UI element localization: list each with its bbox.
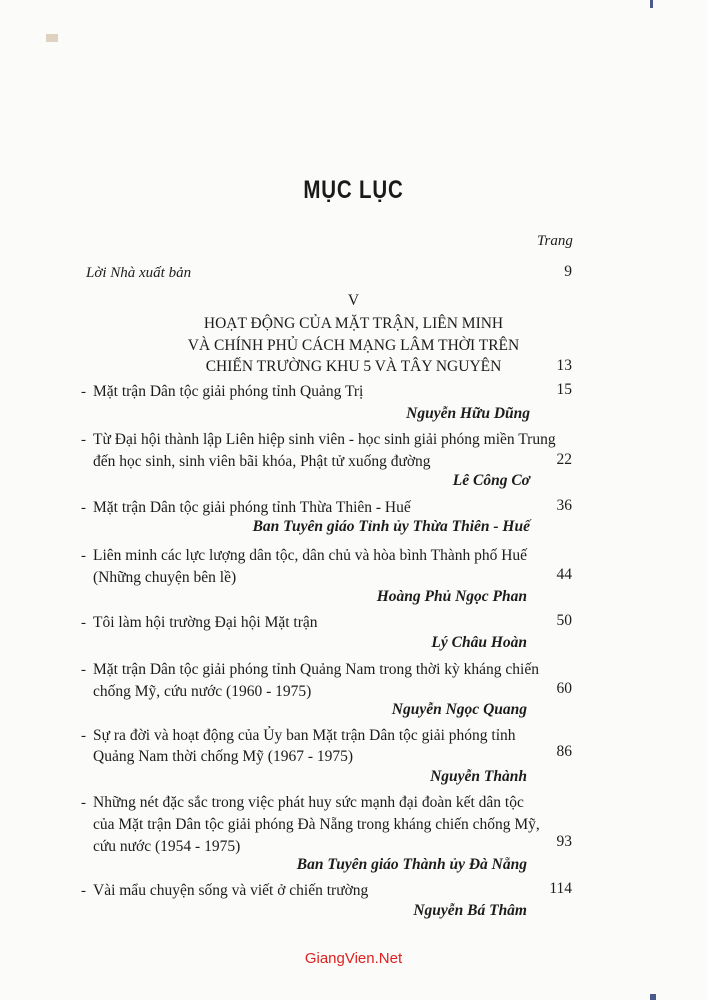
entry-author: Ban Tuyên giáo Tỉnh ủy Thừa Thiên - Huế [252, 518, 530, 535]
entry-author: Lý Châu Hoàn [431, 634, 527, 651]
intro-label: Lời Nhà xuất bản [86, 265, 192, 281]
section-roman: V [347, 292, 360, 309]
entry-title-line: Vài mẩu chuyện sống và viết ở chiến trường [93, 882, 369, 899]
entry-author: Nguyễn Bá Thâm [413, 902, 527, 919]
entry-title-line: Mặt trận Dân tộc giải phóng tỉnh Thừa Thiên - Huế [93, 499, 411, 516]
entry-title-line: Quảng Nam thời chống Mỹ (1967 - 1975) [93, 748, 354, 765]
entry-title-line: chống Mỹ, cứu nước (1960 - 1975) [93, 683, 312, 700]
entry-title-line: cứu nước (1954 - 1975) [93, 838, 241, 855]
entry-dash: - [81, 728, 86, 744]
intro-page: 9 [564, 263, 572, 280]
page-column-label: Trang [537, 233, 573, 249]
entry-author: Nguyễn Ngọc Quang [391, 701, 527, 718]
entry-title-line: của Mặt trận Dân tộc giải phóng Đà Nẵng trong kháng chiến chống Mỹ, [93, 816, 540, 833]
entry-dash: - [81, 795, 86, 811]
entry-author: Nguyễn Hữu Dũng [406, 405, 530, 422]
footer-watermark: GiangVien.Net [304, 950, 403, 967]
entry-title-line: Mặt trận Dân tộc giải phóng tỉnh Quảng Nam trong thời kỳ kháng chiến [93, 661, 539, 678]
scan-stain [46, 34, 58, 42]
entry-title-line: Tôi làm hội trường Đại hội Mặt trận [93, 614, 318, 631]
entry-dash: - [81, 662, 86, 678]
entry-dash: - [81, 384, 86, 400]
section-heading-line: HOẠT ĐỘNG CỦA MẶT TRẬN, LIÊN MINH [203, 315, 504, 332]
entry-page: 93 [556, 833, 572, 850]
entry-page: 60 [556, 680, 572, 697]
entry-page: 50 [556, 612, 572, 629]
entry-title-line: (Những chuyện bên lề) [93, 569, 237, 586]
entry-dash: - [81, 432, 86, 448]
entry-page: 86 [556, 743, 572, 760]
entry-dash: - [81, 883, 86, 899]
section-page: 13 [556, 357, 572, 374]
entry-title-line: đến học sinh, sinh viên bãi khóa, Phật tử xuống đường [93, 453, 431, 470]
entry-title-line: Liên minh các lực lượng dân tộc, dân chủ và hòa bình Thành phố Huế [93, 547, 528, 564]
entry-author: Lê Công Cơ [452, 472, 530, 489]
section-heading-line: VÀ CHÍNH PHỦ CÁCH MẠNG LÂM THỜI TRÊN [187, 337, 520, 354]
entry-dash: - [81, 615, 86, 631]
entry-author: Hoàng Phủ Ngọc Phan [376, 588, 527, 605]
entry-page: 22 [556, 451, 572, 468]
entry-author: Ban Tuyên giáo Thành ủy Đà Nẵng [296, 856, 527, 873]
entry-page: 44 [556, 566, 572, 583]
scan-edge-mark-bottom [650, 994, 656, 1000]
entry-author: Nguyễn Thành [430, 768, 527, 785]
section-heading-line: CHIẾN TRƯỜNG KHU 5 VÀ TÂY NGUYÊN [205, 358, 502, 375]
entry-title-line: Từ Đại hội thành lập Liên hiệp sinh viên - học sinh giải phóng miền Trung [93, 431, 556, 448]
entry-title-line: Mặt trận Dân tộc giải phóng tỉnh Quảng Trị [93, 383, 364, 400]
scan-edge-mark [650, 0, 653, 8]
entry-page: 15 [556, 381, 572, 398]
entry-page: 36 [556, 497, 572, 514]
entry-page: 114 [549, 880, 572, 897]
entry-title-line: Những nét đặc sắc trong việc phát huy sức mạnh đại đoàn kết dân tộc [93, 794, 524, 811]
entry-dash: - [81, 500, 86, 516]
entry-title-line: Sự ra đời và hoạt động của Ủy ban Mặt trận Dân tộc giải phóng tỉnh [93, 727, 516, 744]
page-title: MỤC LỤC [303, 176, 404, 204]
entry-dash: - [81, 548, 86, 564]
